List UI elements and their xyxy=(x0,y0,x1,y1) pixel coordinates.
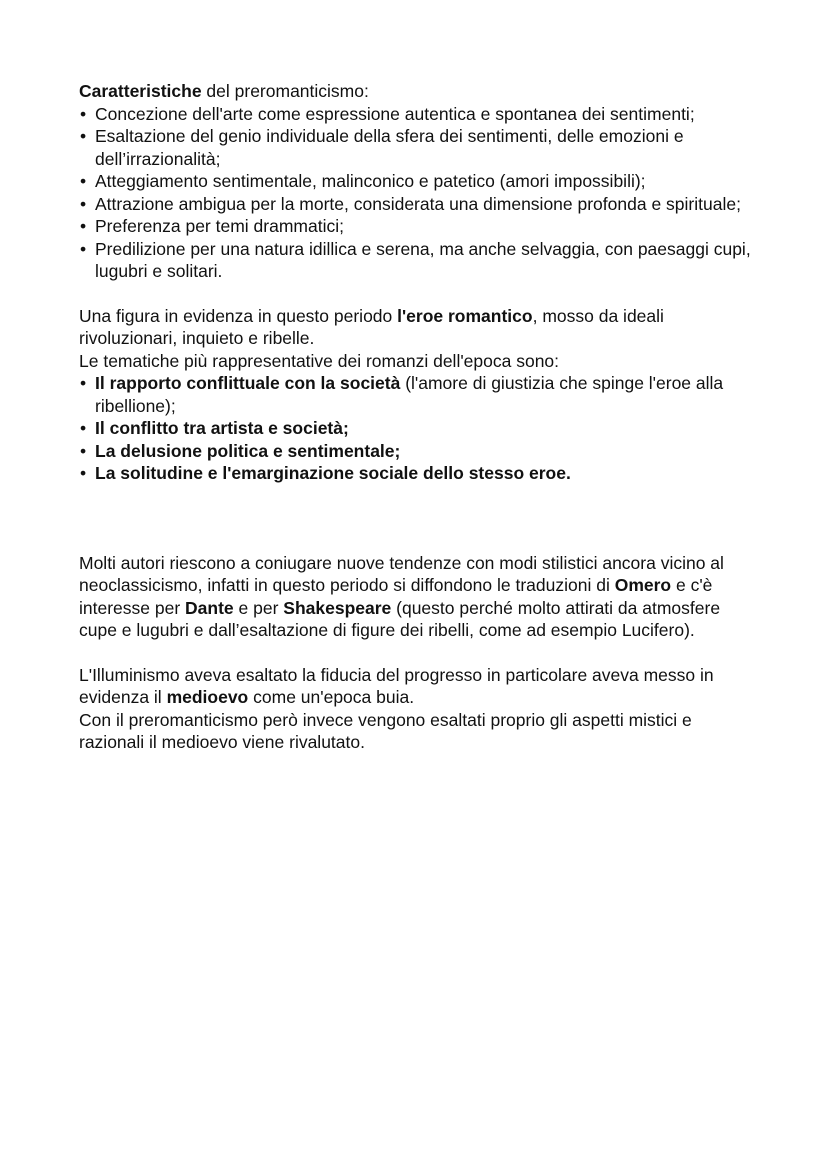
list-item: • Concezione dell'arte come espressione autentica e spontanea dei sentimenti; xyxy=(79,103,759,126)
preromanticism-paragraph: Con il preromanticismo però invece vengono esaltati proprio gli aspetti mistici e razionali il medioevo viene rivalutato. xyxy=(79,709,692,752)
list-item xyxy=(79,440,759,463)
characteristics-heading-rest: del preromanticismo: xyxy=(201,81,369,101)
romantic-hero-paragraph xyxy=(79,305,759,350)
bold-span: Omero xyxy=(614,575,672,595)
spacer xyxy=(79,283,759,305)
themes-intro: Le tematiche più rappresentative dei romanzi dell'epoca sono: xyxy=(79,350,560,371)
text-span: L'Illuminismo aveva esaltato la fiducia del progresso in particolare aveva messo in evidenza il xyxy=(79,664,714,707)
text-span: Molti autori riescono a coniugare nuove tendenze con modi stilistici ancora vicino al neoclassicismo, infatti in questo periodo si diffondono le traduzioni di xyxy=(79,552,724,595)
bold-span: medioevo xyxy=(166,687,249,707)
list-item: • Esaltazione del genio individuale della sfera dei sentimenti, delle emozioni e dell’irrazionalità; xyxy=(79,125,759,170)
bold-span: Il rapporto conflittuale con la società xyxy=(95,373,401,393)
text-span: Una figura in evidenza in questo periodo xyxy=(79,305,398,326)
spacer xyxy=(79,642,759,664)
list-item xyxy=(79,372,759,417)
bold-span: La delusione politica e sentimentale; xyxy=(95,440,401,461)
characteristics-list xyxy=(79,103,759,283)
list-item xyxy=(79,462,759,485)
bold-span: La solitudine e l'emarginazione sociale dello stesso eroe. xyxy=(95,463,571,483)
list-item: • Atteggiamento sentimentale, malinconico e patetico (amori impossibili); xyxy=(79,170,759,193)
list-item: • Predilizione per una natura idillica e serena, ma anche selvaggia, con paesaggi cupi, lugubri e solitari. xyxy=(79,238,759,283)
characteristics-heading xyxy=(79,80,759,103)
bold-span: l'eroe romantico xyxy=(397,305,533,326)
bold-span: Shakespeare xyxy=(283,597,392,618)
text-span: , mosso da ideali rivoluzionari, inquieto e ribelle. xyxy=(79,305,664,348)
bold-span: Il conflitto tra artista e società; xyxy=(95,418,349,438)
list-item: • Preferenza per temi drammatici; xyxy=(79,215,759,238)
bold-span: Dante xyxy=(185,597,234,618)
themes-list xyxy=(79,372,759,485)
text-span: (l'amore di giustizia che spinge l'eroe alla ribellione); xyxy=(95,373,724,416)
text-span: e c'è interesse per xyxy=(79,575,713,618)
enlightenment-paragraph xyxy=(79,664,759,709)
document-page xyxy=(79,80,759,754)
authors-paragraph xyxy=(79,552,759,642)
characteristics-heading-bold: Caratteristiche xyxy=(79,81,202,101)
list-item xyxy=(79,417,759,440)
text-span: (questo perché molto attirati da atmosfere cupe e lugubri e dall’esaltazione di figure dei ribelli, come ad esempio Lucifero). xyxy=(79,597,721,640)
list-item: • Attrazione ambigua per la morte, considerata una dimensione profonda e spirituale; xyxy=(79,193,759,216)
spacer xyxy=(79,485,759,552)
text-span: come un'epoca buia. xyxy=(248,687,415,707)
text-span: e per xyxy=(233,597,284,618)
